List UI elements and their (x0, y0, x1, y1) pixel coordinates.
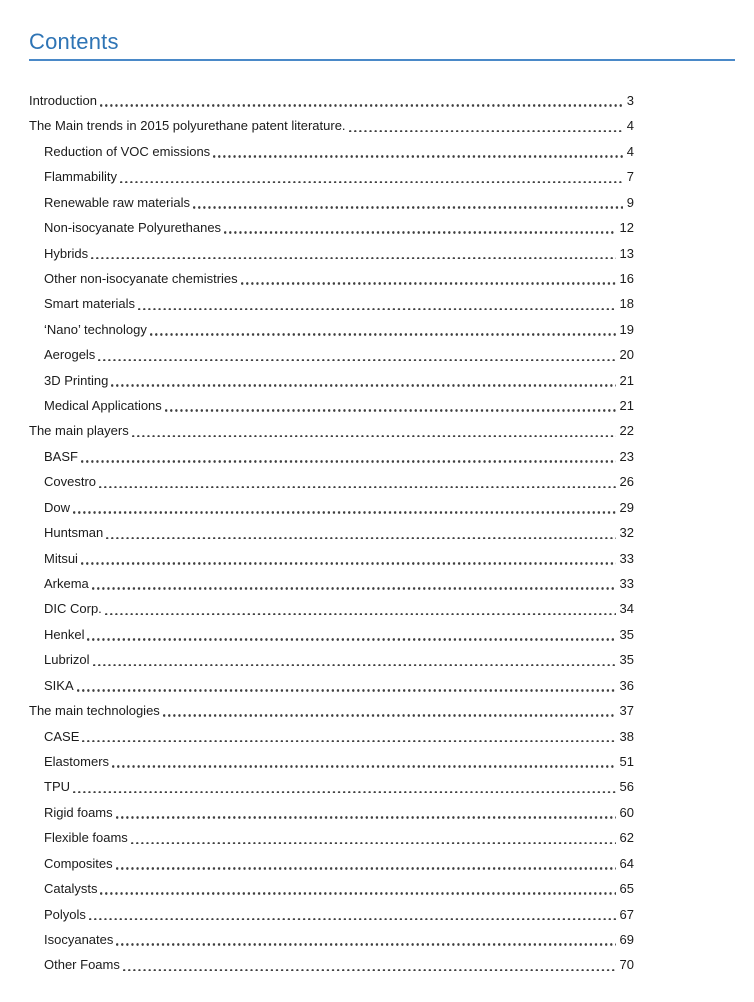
toc-page-number: 62 (619, 830, 634, 846)
dot-leader (120, 181, 623, 184)
dot-leader (91, 257, 615, 260)
toc-entry-title: ‘Nano’ technology (44, 321, 147, 337)
toc-entry-title: Renewable raw materials (44, 194, 190, 210)
toc-entry-title: Smart materials (44, 296, 136, 312)
toc-entry-title: DIC Corp. (44, 601, 102, 617)
toc-entry[interactable] (29, 342, 634, 367)
dot-leader (349, 130, 623, 133)
toc-page-number: 12 (619, 220, 634, 236)
toc-entry[interactable] (29, 241, 634, 266)
toc-page-number: 56 (619, 779, 634, 795)
toc-page-number: 32 (619, 525, 634, 541)
toc-entry[interactable] (29, 927, 634, 952)
toc-entry[interactable] (29, 215, 634, 240)
toc-page-number: 51 (619, 753, 634, 769)
toc-entry-title: Non-isocyanate Polyurethanes (44, 220, 222, 236)
toc-entry[interactable] (29, 596, 634, 621)
toc-list (29, 88, 634, 978)
toc-entry[interactable] (29, 851, 634, 876)
toc-entry-title: Flexible foams (44, 830, 128, 846)
toc-entry[interactable] (29, 317, 634, 342)
dot-leader (150, 333, 616, 336)
toc-entry-title: The Main trends in 2015 polyurethane patent literature. (29, 118, 346, 134)
dot-leader (163, 714, 616, 717)
toc-page-number: 13 (619, 245, 634, 261)
toc-entry[interactable] (29, 622, 634, 647)
dot-leader (98, 359, 615, 362)
toc-entry-title: Mitsui (44, 550, 78, 566)
toc-page-number: 70 (619, 957, 634, 973)
dot-leader (100, 892, 615, 895)
dot-leader (241, 282, 616, 285)
toc-page-number: 35 (619, 652, 634, 668)
toc-page-number: 16 (619, 270, 634, 286)
toc-entry[interactable] (29, 418, 634, 443)
toc-page-number: 4 (626, 143, 634, 159)
toc-entry-title: Polyols (44, 906, 86, 922)
dot-leader (116, 943, 615, 946)
toc-entry[interactable] (29, 800, 634, 825)
toc-page-number: 36 (619, 677, 634, 693)
dot-leader (138, 308, 616, 311)
toc-page-number: 35 (619, 626, 634, 642)
dot-leader (116, 867, 616, 870)
toc-page-number: 65 (619, 881, 634, 897)
toc-entry[interactable] (29, 190, 634, 215)
dot-leader (105, 613, 616, 616)
toc-entry-title: Elastomers (44, 753, 110, 769)
dot-leader (99, 486, 616, 489)
dot-leader (116, 816, 616, 819)
toc-entry[interactable] (29, 495, 634, 520)
toc-page-number: 69 (619, 931, 634, 947)
toc-entry-title: CASE (44, 728, 80, 744)
toc-entry[interactable] (29, 647, 634, 672)
toc-entry-title: Huntsman (44, 525, 104, 541)
dot-leader (87, 638, 615, 641)
toc-page-number: 33 (619, 550, 634, 566)
toc-entry[interactable] (29, 749, 634, 774)
toc-page-number: 20 (619, 347, 634, 363)
toc-entry-title: Medical Applications (44, 398, 162, 414)
toc-entry[interactable] (29, 444, 634, 469)
toc-entry-title: SIKA (44, 677, 74, 693)
toc-entry-title: Introduction (29, 93, 97, 108)
dot-leader (111, 384, 615, 387)
dot-leader (73, 511, 616, 514)
toc-entry-title: Catalysts (44, 881, 98, 897)
toc-page-number: 60 (619, 804, 634, 820)
toc-entry[interactable] (29, 393, 634, 418)
toc-entry-title: Hybrids (44, 245, 89, 261)
toc-page-number: 29 (619, 499, 634, 515)
toc-entry[interactable] (29, 774, 634, 799)
toc-page-number: 3 (626, 93, 634, 108)
toc-entry-title: Flammability (44, 169, 117, 185)
toc-entry-title: Henkel (44, 626, 85, 642)
toc-page-number: 21 (619, 398, 634, 414)
dot-leader (224, 231, 615, 234)
toc-page-number: 64 (619, 855, 634, 871)
toc-entry-title: Arkema (44, 576, 89, 592)
toc-entry-title: Lubrizol (44, 652, 90, 668)
toc-entry-title: Isocyanates (44, 931, 114, 947)
toc-entry-title: BASF (44, 448, 78, 464)
toc-entry[interactable] (29, 698, 634, 723)
dot-leader (93, 664, 616, 667)
toc-page-number: 38 (619, 728, 634, 744)
toc-entry-title: The main players (29, 423, 129, 439)
toc-page-number: 23 (619, 448, 634, 464)
toc-page-number: 21 (619, 372, 634, 388)
toc-page-number: 34 (619, 601, 634, 617)
toc-entry[interactable] (29, 88, 634, 113)
dot-leader (131, 842, 616, 845)
dot-leader (193, 206, 623, 209)
toc-entry-title: Dow (44, 499, 71, 515)
toc-entry[interactable] (29, 164, 634, 189)
dot-leader (81, 460, 616, 463)
toc-entry[interactable] (29, 876, 634, 901)
dot-leader (165, 409, 616, 412)
toc-page-number: 19 (619, 321, 634, 337)
toc-page-number: 18 (619, 296, 634, 312)
toc-page-number: 4 (626, 118, 634, 134)
toc-entry[interactable] (29, 368, 634, 393)
toc-page-number: 22 (619, 423, 634, 439)
toc-entry-title: Aerogels (44, 347, 96, 363)
toc-page-number: 7 (626, 169, 634, 185)
toc-entry-title: Other non-isocyanate chemistries (44, 270, 238, 286)
dot-leader (81, 562, 616, 565)
dot-leader (92, 587, 616, 590)
toc-entry-title: 3D Printing (44, 372, 109, 388)
dot-leader (106, 537, 615, 540)
toc-entry[interactable] (29, 724, 634, 749)
toc-entry-title: TPU (44, 779, 70, 795)
toc-entry[interactable] (29, 113, 634, 138)
toc-page-number: 26 (619, 474, 634, 490)
dot-leader (112, 765, 616, 768)
dot-leader (100, 104, 623, 107)
toc-entry-title: Other Foams (44, 957, 120, 973)
toc-entry[interactable] (29, 673, 634, 698)
toc-entry[interactable] (29, 825, 634, 850)
toc-entry[interactable] (29, 902, 634, 927)
dot-leader (82, 740, 615, 743)
toc-entry[interactable] (29, 520, 634, 545)
dot-leader (89, 918, 616, 921)
toc-entry-title: The main technologies (29, 703, 160, 719)
heading-rule (29, 59, 735, 61)
toc-entry[interactable] (29, 266, 634, 291)
dot-leader (213, 155, 623, 158)
toc-page-number: 37 (619, 703, 634, 719)
toc-entry-title: Reduction of VOC emissions (44, 143, 211, 159)
contents-heading: Contents (29, 29, 119, 54)
dot-leader (132, 435, 616, 438)
dot-leader (77, 689, 616, 692)
toc-entry-title: Covestro (44, 474, 97, 490)
toc-entry-title: Rigid foams (44, 804, 113, 820)
toc-entry[interactable] (29, 546, 634, 571)
toc-entry[interactable] (29, 291, 634, 316)
dot-leader (123, 969, 616, 972)
toc-entry-title: Composites (44, 855, 113, 871)
dot-leader (73, 791, 616, 794)
toc-page-number: 33 (619, 576, 634, 592)
toc-page-number: 67 (619, 906, 634, 922)
toc-entry[interactable] (29, 571, 634, 596)
toc-entry[interactable] (29, 469, 634, 494)
toc-entry[interactable] (29, 952, 634, 977)
toc-entry[interactable] (29, 139, 634, 164)
toc-page-number: 9 (626, 194, 634, 210)
